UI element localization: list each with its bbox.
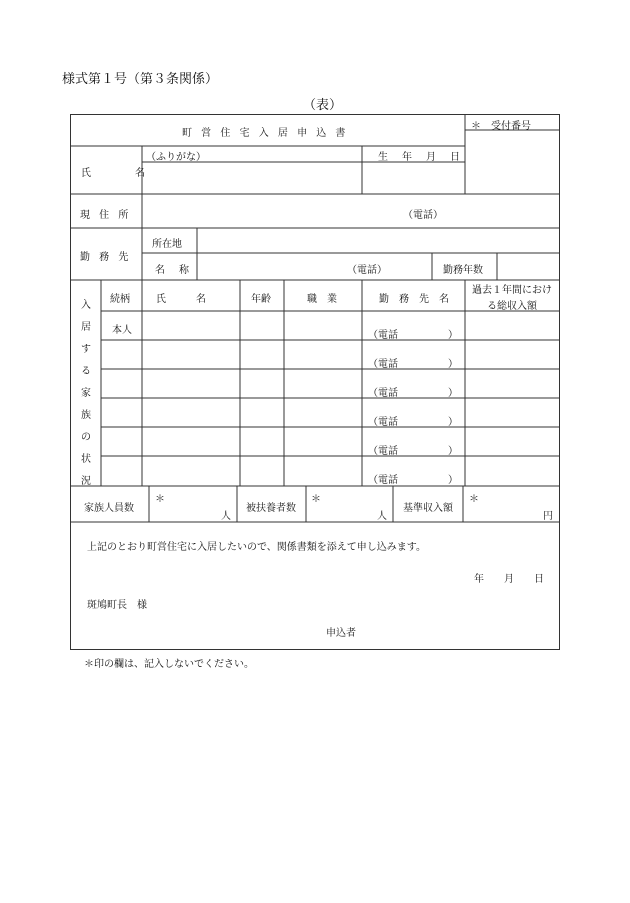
family-header-name: 氏 名 <box>156 294 206 305</box>
family-row-relation: 本人 <box>112 325 132 336</box>
years-employed-label: 勤務年数 <box>443 265 483 276</box>
dependents-asterisk: ＊ <box>311 494 321 505</box>
family-row-phone: （電話 ） <box>368 388 458 399</box>
family-row-phone: （電話 ） <box>368 359 458 370</box>
footnote: ＊印の欄は、記入しないでください。 <box>84 659 254 670</box>
form-title: 町 営 住 宅 入 居 申 込 書 <box>182 128 349 139</box>
form-number: 様式第１号（第３条関係） <box>62 72 219 87</box>
family-side-label: 入居する家族の状況 <box>81 300 91 487</box>
dependents-unit: 人 <box>377 511 387 522</box>
workplace-name-label: 名 称 <box>155 265 191 276</box>
declaration-applicant: 申込者 <box>326 628 356 639</box>
declaration-text: 上記のとおり町営住宅に入居したいので、関係書類を添えて申し込みます。 <box>87 542 426 553</box>
family-header-workplace: 勤 務 先 名 <box>379 294 449 305</box>
declaration-addressee: 斑鳩町長 様 <box>87 600 147 611</box>
dependents-label: 被扶養者数 <box>246 503 296 514</box>
family-row-phone: （電話 ） <box>368 446 458 457</box>
side-label: （表） <box>303 98 343 113</box>
family-header-income: 過去１年間における総収入額 <box>472 285 552 312</box>
family-header-age: 年齢 <box>251 294 271 305</box>
workplace-location-label: 所在地 <box>152 239 182 250</box>
family-count-label: 家族人員数 <box>84 503 134 514</box>
workplace-label: 勤 務 先 <box>80 252 132 263</box>
family-count-asterisk: ＊ <box>155 494 165 505</box>
family-row-phone: （電話 ） <box>368 330 458 341</box>
furigana-label: （ふりがな） <box>146 152 206 163</box>
income-unit: 円 <box>543 511 553 522</box>
name-label: 氏 名 <box>81 168 153 179</box>
family-row-phone: （電話 ） <box>368 417 458 428</box>
income-asterisk: ＊ <box>469 494 479 505</box>
birthdate-label: 生 年 月 日 <box>378 152 462 163</box>
declaration-date: 年 月 日 <box>474 574 544 585</box>
address-phone-label: （電話） <box>403 210 443 221</box>
family-header-occupation: 職 業 <box>307 294 337 305</box>
family-row-phone: （電話 ） <box>368 475 458 486</box>
income-label: 基準収入額 <box>403 503 453 514</box>
address-label: 現 住 所 <box>80 210 132 221</box>
receipt-number-label: ＊ 受付番号 <box>471 121 531 132</box>
family-header-relation: 続柄 <box>110 294 130 305</box>
workplace-phone-label: （電話） <box>347 265 387 276</box>
family-count-unit: 人 <box>221 511 231 522</box>
